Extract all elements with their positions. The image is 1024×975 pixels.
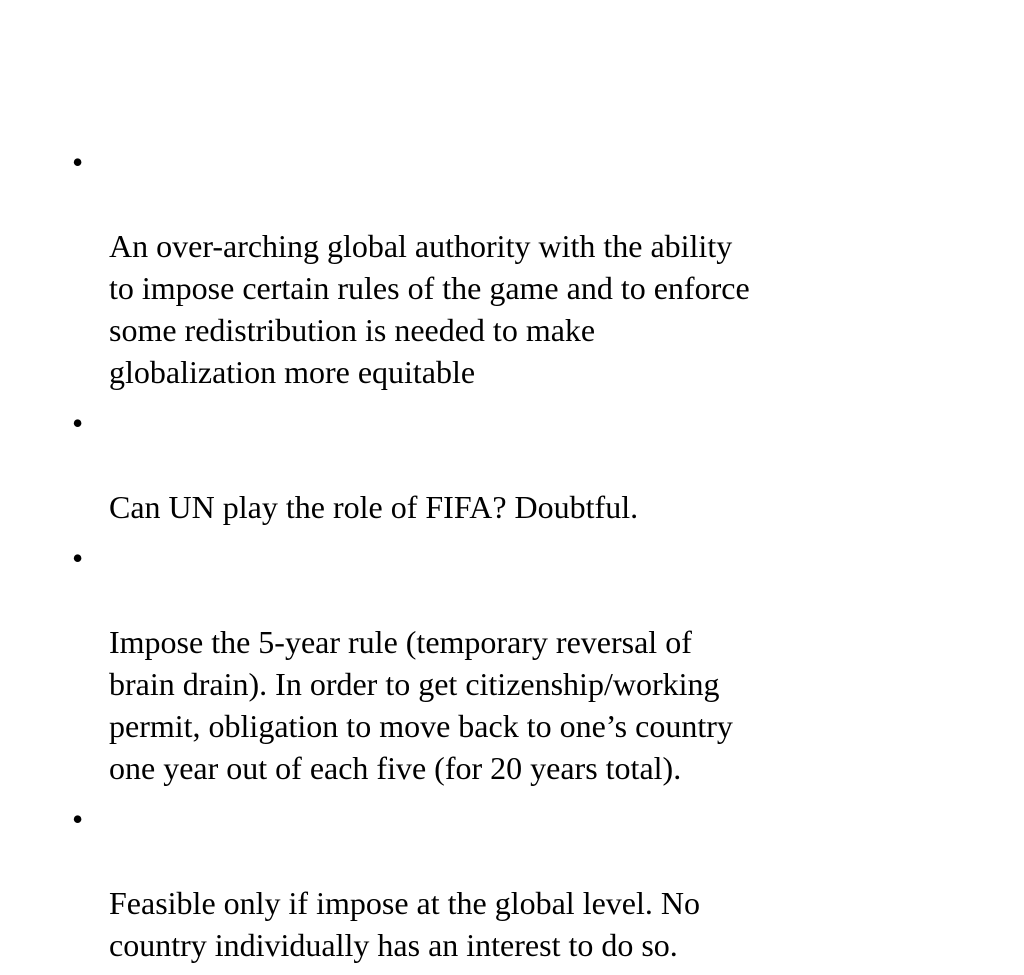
bullet-list (72, 141, 942, 975)
bullet-text: Impose the 5-year rule (temporary reversal of brain drain). In order to get citizenship/working permit, obligation to move back to one’s country one year out of each five (for 20 years total). (109, 624, 733, 786)
bullet-text: An over-arching global authority with the ability to impose certain rules of the game and to enforce some redistribution is needed to make globalization more equitable (109, 228, 750, 390)
bullet-item (72, 402, 942, 528)
bullet-item (72, 537, 942, 789)
bullet-text: Feasible only if impose at the global level. No country individually has an interest to do so. (109, 885, 700, 963)
bullet-marker: • (72, 405, 84, 441)
bullet-item (72, 798, 942, 966)
bullet-marker: • (72, 144, 84, 180)
bullet-item (72, 141, 942, 393)
bullet-text: Can UN play the role of FIFA? Doubtful. (109, 489, 639, 525)
bullet-marker: • (72, 801, 84, 837)
bullet-marker: • (72, 540, 84, 576)
